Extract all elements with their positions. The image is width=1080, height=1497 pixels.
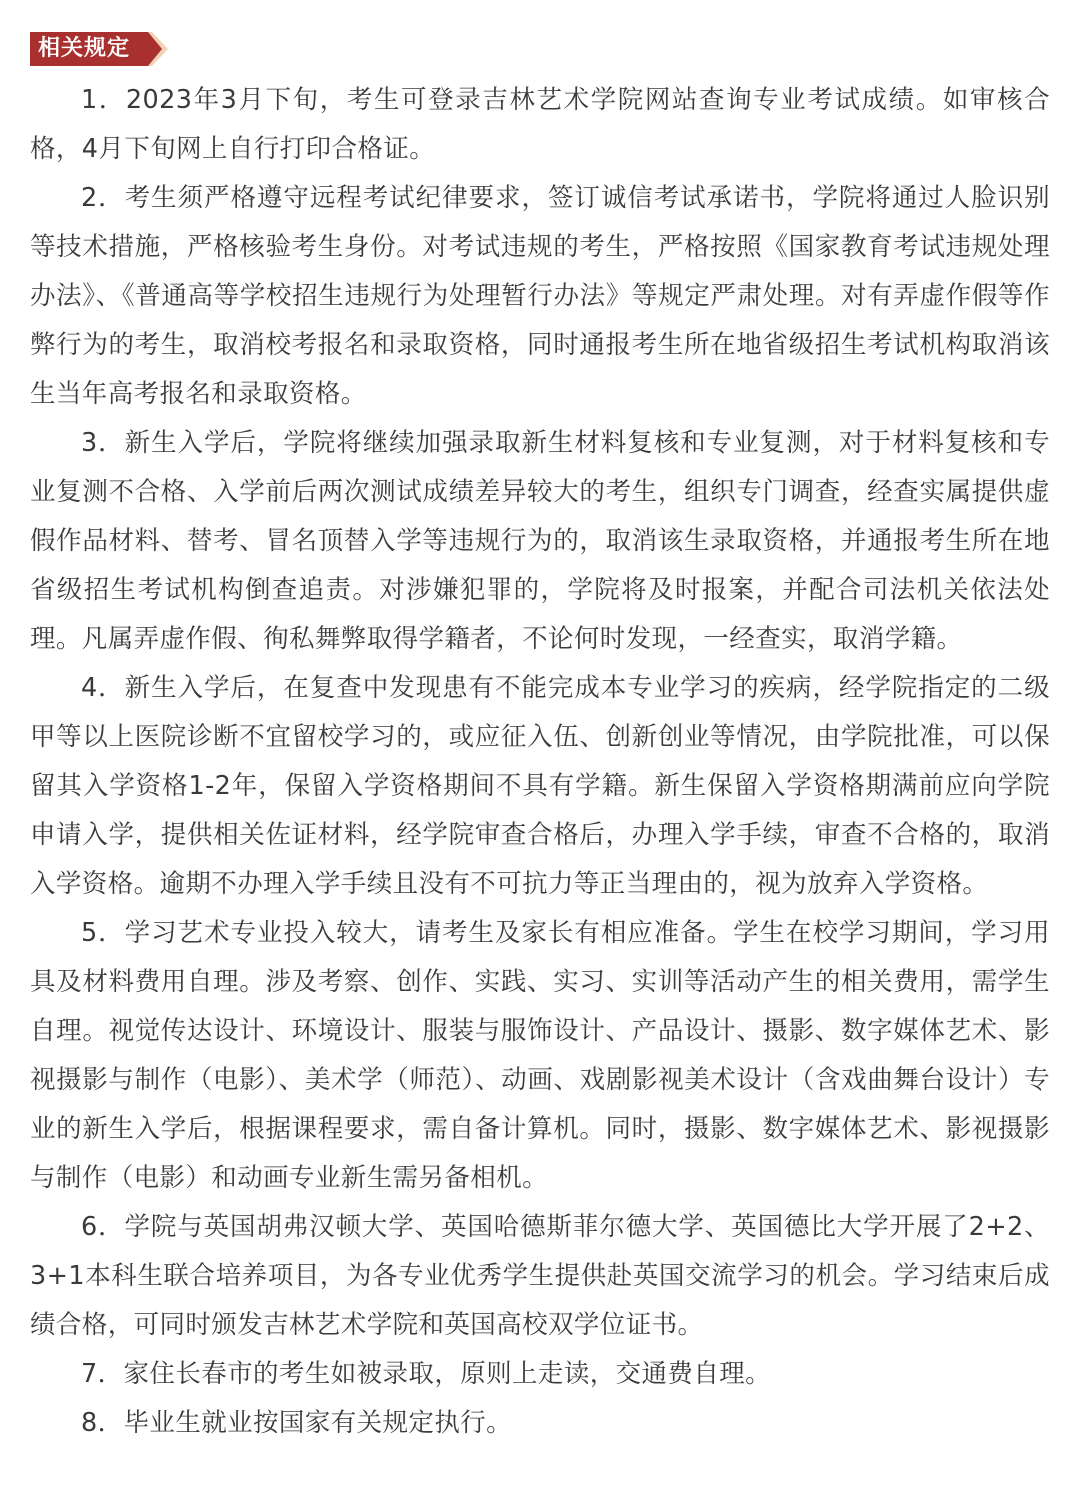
regulation-paragraph-8: 8．毕业生就业按国家有关规定执行。 [81, 1408, 513, 1438]
chevron-right-icon [140, 32, 174, 66]
regulation-paragraph-7: 7．家住长春市的考生如被录取，原则上走读，交通费自理。 [81, 1359, 772, 1389]
regulation-paragraph-2: 2．考生须严格遵守远程考试纪律要求，签订诚信考试承诺书，学院将通过人脸识别等技术措施，严格核验考生身份。对考试违规的考生，严格按照《国家教育考试违规处理办法》、《普通高等学校招生违规行为处理暂行办法》等规定严肃处理。对有弄虚作假等作弊行为的考生，取消校考报名和录取资格，同时通报考生所在地省级招生考试机构取消该生当年高考报名和录取资格。 [30, 183, 1050, 409]
regulations-content [30, 76, 1050, 1448]
regulation-paragraph-5: 5．学习艺术专业投入较大，请考生及家长有相应准备。学生在校学习期间，学习用具及材料费用自理。涉及考察、创作、实践、实习、实训等活动产生的相关费用，需学生自理。视觉传达设计、环境设计、服装与服饰设计、产品设计、摄影、数字媒体艺术、影视摄影与制作（电影）、美术学（师范）、动画、戏剧影视美术设计（含戏曲舞台设计）专业的新生入学后，根据课程要求，需自备计算机。同时，摄影、数字媒体艺术、影视摄影与制作（电影）和动画专业新生需另备相机。 [30, 918, 1050, 1193]
section-title-tag: 相关规定 [30, 32, 140, 66]
regulation-paragraph-3: 3．新生入学后，学院将继续加强录取新生材料复核和专业复测，对于材料复核和专业复测不合格、入学前后两次测试成绩差异较大的考生，组织专门调查，经查实属提供虚假作品材料、替考、冒名顶替入学等违规行为的，取消该生录取资格，并通报考生所在地省级招生考试机构倒查追责。对涉嫌犯罪的，学院将及时报案，并配合司法机关依法处理。凡属弄虚作假、徇私舞弊取得学籍者，不论何时发现，一经查实，取消学籍。 [30, 428, 1050, 654]
regulation-paragraph-4: 4．新生入学后，在复查中发现患有不能完成本专业学习的疾病，经学院指定的二级甲等以上医院诊断不宜留校学习的，或应征入伍、创新创业等情况，由学院批准，可以保留其入学资格1-2年，保留入学资格期间不具有学籍。新生保留入学资格期满前应向学院申请入学，提供相关佐证材料，经学院审查合格后，办理入学手续，审查不合格的，取消入学资格。逾期不办理入学手续且没有不可抗力等正当理由的，视为放弃入学资格。 [30, 673, 1050, 899]
regulation-paragraph-6: 6．学院与英国胡弗汉顿大学、英国哈德斯菲尔德大学、英国德比大学开展了2+2、3+1本科生联合培养项目，为各专业优秀学生提供赴英国交流学习的机会。学习结束后成绩合格，可同时颁发吉林艺术学院和英国高校双学位证书。 [30, 1212, 1050, 1340]
section-header [30, 32, 174, 66]
regulation-paragraph-1: 1．2023年3月下旬，考生可登录吉林艺术学院网站查询专业考试成绩。如审核合格，4月下旬网上自行打印合格证。 [30, 85, 1050, 164]
